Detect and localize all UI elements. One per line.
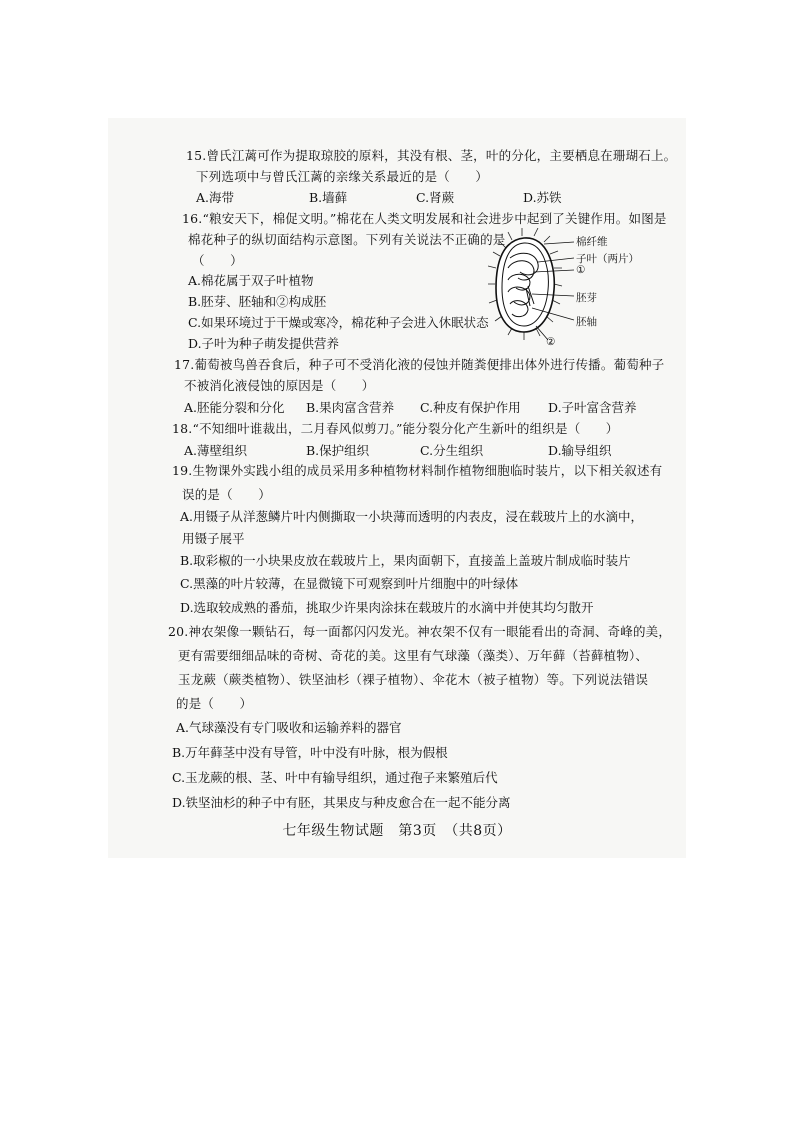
q19-option-c: C.黑藻的叶片较薄，在显微镜下可观察到叶片细胞中的叶绿体 [180, 576, 519, 591]
q20-option-c: C.玉龙蕨的根、茎、叶中有输导组织，通过孢子来繁殖后代 [172, 770, 498, 785]
q20-option-d: D.铁坚油杉的种子中有胚，其果皮与种皮愈合在一起不能分离 [172, 795, 511, 810]
q16-option-a: A.棉花属于双子叶植物 [188, 273, 314, 288]
label-mark-1: ① [576, 264, 586, 276]
q20-stem-line4: 的是（ ） [176, 696, 253, 711]
label-plumule: 胚芽 [576, 292, 597, 304]
label-hypocotyl: 胚轴 [576, 316, 597, 328]
page-footer: 七年级生物试题 第3页 （共8页） [282, 823, 512, 839]
q18-option-d: D.输导组织 [548, 443, 612, 458]
q15-option-b: B.墙藓 [309, 190, 348, 205]
q18-option-c: C.分生组织 [420, 443, 484, 458]
q20-stem-line3: 玉龙蕨（蕨类植物）、铁坚油杉（裸子植物）、伞花木（被子植物）等。下列说法错误 [178, 672, 649, 687]
q19-stem-line2: 误的是（ ） [182, 487, 271, 502]
q15-option-a: A.海带 [196, 190, 235, 205]
q19-option-a: A.用镊子从洋葱鳞片叶内侧撕取一小块薄而透明的内表皮，浸在载玻片上的水滴中， [180, 509, 644, 524]
q19-option-d: D.选取较成熟的番茄，挑取少许果肉涂抹在载玻片的水滴中并使其均匀散开 [180, 600, 594, 615]
label-mark-2: ② [546, 336, 556, 348]
q18-option-b: B.保护组织 [306, 443, 370, 458]
q16-stem-line2: 棉花种子的纵切面结构示意图。下列有关说法不正确的是 [188, 232, 506, 247]
q20-option-b: B.万年藓茎中没有导管，叶中没有叶脉，根为假根 [172, 745, 448, 760]
q20-stem-line2: 更有需要细细品味的奇树、奇花的美。这里有气球藻（藻类）、万年藓（苔藓植物）、 [178, 648, 649, 663]
q15-option-d: D.苏铁 [523, 190, 562, 205]
q16-option-d: D.子叶为种子萌发提供营养 [188, 336, 340, 351]
q16-option-b: B.胚芽、胚轴和②构成胚 [188, 294, 327, 309]
q19-stem-line1: 19.生物课外实践小组的成员采用多种植物材料制作植物细胞临时装片，以下相关叙述有 [172, 463, 663, 478]
cotton-seed-diagram [488, 228, 638, 348]
q15-stem-line2: 下列选项中与曾氏江蓠的亲缘关系最近的是（ ） [196, 169, 489, 184]
q15-option-c: C.肾蕨 [416, 190, 455, 205]
q20-stem-line1: 20.神农架像一颗钻石，每一面都闪闪发光。神农架不仅有一眼能看出的奇洞、奇峰的美， [168, 624, 672, 639]
cotton-seed-figure [488, 228, 638, 348]
label-cotyledon: 子叶（两片） [576, 253, 639, 265]
q15-stem-line1: 15.曾氏江蓠可作为提取琼胶的原料，其没有根、茎，叶的分化，主要栖息在珊瑚石上。 [186, 148, 677, 163]
q18-stem-line1: 18.“不知细叶谁裁出，二月春风似剪刀。”能分裂分化产生新叶的组织是（ ） [172, 421, 619, 436]
q17-option-b: B.果肉富含营养 [306, 400, 395, 415]
q18-option-a: A.薄壁组织 [184, 443, 248, 458]
q17-stem-line2: 不被消化液侵蚀的原因是（ ） [184, 378, 375, 393]
q17-option-c: C.种皮有保护作用 [420, 400, 521, 415]
q16-answer-blank: （ ） [192, 253, 243, 268]
q20-option-a: A.气球藻没有专门吸收和运输养料的器官 [176, 720, 402, 735]
q19-option-a-cont: 用镊子展平 [182, 531, 245, 546]
label-cotton-fiber: 棉纤维 [576, 236, 608, 248]
q17-option-d: D.子叶富含营养 [548, 400, 637, 415]
q19-option-b: B.取彩椒的一小块果皮放在载玻片上，果肉面朝下，直接盖上盖玻片制成临时装片 [180, 553, 631, 568]
q16-option-c: C.如果环境过于干燥或寒冷，棉花种子会进入休眠状态 [188, 315, 489, 330]
q16-stem-line1: 16.“粮安天下，棉促文明。”棉花在人类文明发展和社会进步中起到了关键作用。如图是 [182, 211, 667, 226]
q17-option-a: A.胚能分裂和分化 [184, 400, 285, 415]
q17-stem-line1: 17.葡萄被鸟兽吞食后，种子可不受消化液的侵蚀并随粪便排出体外进行传播。葡萄种子 [174, 357, 665, 372]
